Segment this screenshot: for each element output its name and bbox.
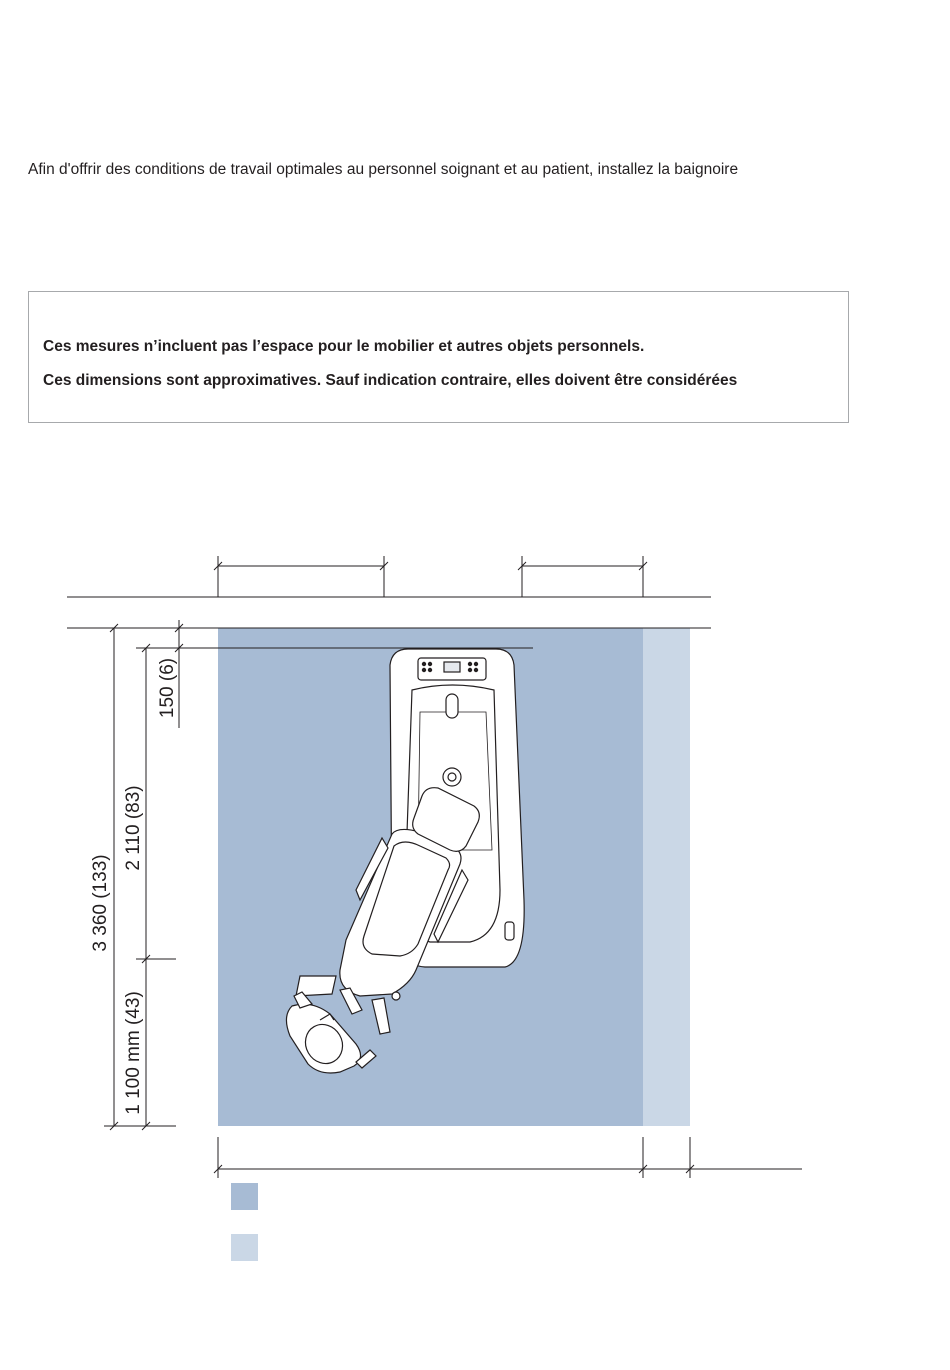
- dim-access-zone: 1 100 mm (43): [123, 991, 144, 1115]
- dim-wall-gap: 150 (6): [157, 657, 178, 719]
- legend-swatch-working-area: [231, 1183, 258, 1210]
- dim-total-length: 3 360 (133): [90, 854, 111, 952]
- notice-line-furniture: Ces mesures n’incluent pas l’espace pour le mobilier et autres objets personnels.: [43, 338, 645, 355]
- extra-area: [643, 628, 690, 1126]
- legend-swatch-extra-area: [231, 1234, 258, 1261]
- intro-text: Afin d'offrir des conditions de travail optimales au personnel soignant et au patient, installez la baignoire: [28, 161, 739, 178]
- bottom-dimension-lines: [214, 1137, 802, 1178]
- dim-bath-length: 2 110 (83): [123, 785, 144, 871]
- notice-line-approximate: Ces dimensions sont approximatives. Sauf indication contraire, elles doivent être considérées: [43, 372, 738, 389]
- top-dimension-lines: [214, 556, 647, 597]
